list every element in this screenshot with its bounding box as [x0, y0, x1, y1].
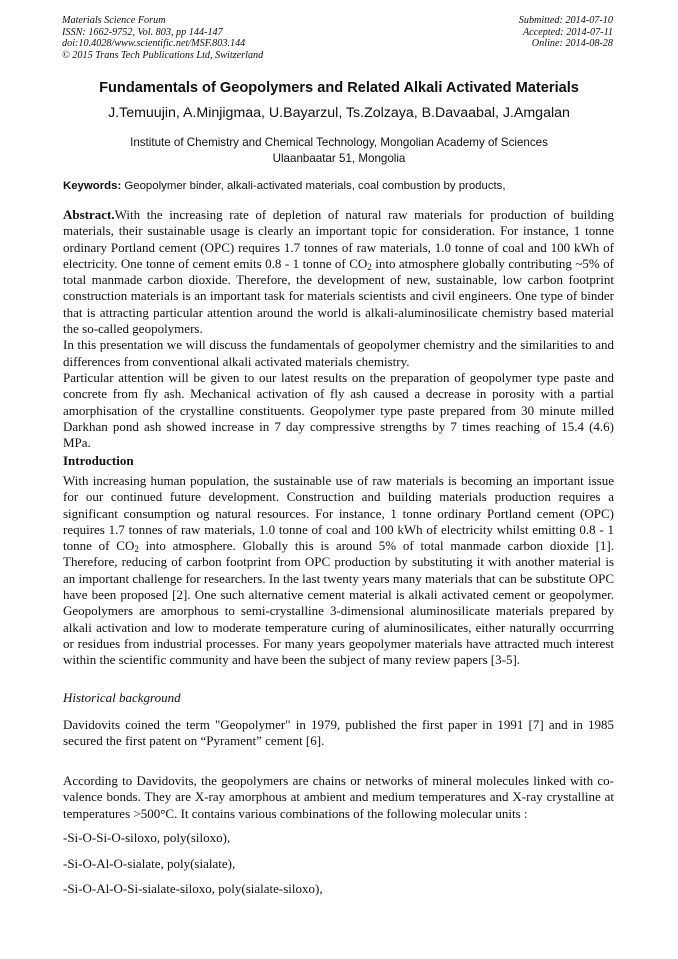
- dates-header: [519, 15, 613, 50]
- copyright: © 2015 Trans Tech Publications Ltd, Switzerland: [62, 49, 264, 61]
- abstract-text-a: With the increasing rate of depletion of natural raw materials for production of building materials, their sustainable usage is clearly an important topic for consideration. For instance, 1 tonne ordinary Portland cement (OPC) requires 1.7 tonnes of raw materials, 1.0 tonne of coal and 100 kWh of electricity. One tonne of cement emits 0.8 - 1 tonne of CO: [63, 207, 614, 271]
- affiliation-line-2: Ulaanbaatar 51, Mongolia: [272, 151, 406, 165]
- keywords: [63, 180, 623, 192]
- introduction-subscript: 2: [134, 544, 139, 555]
- submitted-date: Submitted: 2014-07-10: [518, 15, 613, 26]
- molecular-unit: -Si-O-Si-O-siloxo, poly(siloxo),: [63, 830, 231, 845]
- historical-paragraph-1: Davidovits coined the term "Geopolymer" in 1979, published the first paper in 1991 [7] and in 1985 secured the first patent on “Pyrament” cement [6].: [63, 717, 614, 749]
- paper-title: Fundamentals of Geopolymers and Related Alkali Activated Materials: [99, 80, 579, 96]
- issn: ISSN: 1662-9752, Vol. 803, pp 144-147: [62, 26, 223, 38]
- online-date: Online: 2014-08-28: [531, 38, 613, 50]
- abstract-paragraph-2: In this presentation we will discuss the fundamentals of geopolymer chemistry and the similarities to and differences from conventional alkali activated materials chemistry.: [63, 337, 614, 369]
- abstract-subscript: 2: [367, 261, 372, 272]
- introduction-body: [63, 473, 614, 669]
- abstract: [63, 207, 614, 451]
- journal-header: [62, 15, 263, 61]
- introduction-paragraph: [63, 473, 614, 669]
- accepted-date: Accepted: 2014-07-11: [522, 26, 613, 38]
- affiliation-line-1: Institute of Chemistry and Chemical Technology, Mongolian Academy of Sciences: [130, 136, 548, 149]
- abstract-label: Abstract.: [63, 207, 115, 222]
- introduction-text-a: With increasing human population, the sustainable use of raw materials is becoming an important issue for our continued future development. Construction and building materials production requires a significant consumption og natural resources. For instance, 1 tonne ordinary Portland cement (OPC) requires 1.7 tonnes of raw materials, 1.0 tonne of coal and 100 kWh of electricity whilst emitting 0.8 - 1 tonne of CO: [63, 473, 614, 554]
- molecular-unit: -Si-O-Al-O-Si-sialate-siloxo, poly(sialate-siloxo),: [63, 881, 323, 896]
- introduction-heading: Introduction: [63, 453, 134, 468]
- author-list: J.Temuujin, A.Minjigmaa, U.Bayarzul, Ts.Zolzaya, B.Davaabal, J.Amgalan: [108, 105, 570, 121]
- molecular-unit: -Si-O-Al-O-sialate, poly(sialate),: [63, 856, 236, 871]
- historical-heading: Historical background: [63, 690, 181, 705]
- introduction-text-b: into atmosphere. Globally this is around 5% of total manmade carbon dioxide [1]. Therefore, reducing of carbon footprint from OPC production by substituting it with another material is an important challenge for researchers. In the last twenty years many materials that can be substitute OPC have been proposed [2]. One such alternative cement material is alkali activated cement or geopolymer. Geopolymers are amorphous to semi-crystalline 3-dimensional aluminosilicate materials prepared by alkali activation and low to moderate temperature curing of aluminosilicates, either naturally occurrring or residues from industrial processes. For many years geopolymer materials have attracted much interest within the scientific community and have been the subject of many review papers [3-5].: [63, 538, 614, 668]
- abstract-text-b: into atmosphere globally contributing ~5% of total manmade carbon dioxide. Therefore, the development of new, sustainable, low carbon footprint construction materials is an important task for materials scientists and civil engineers. One type of binder that is attracting particular attention around the world is alkali-aluminosilicate chemistry based material the so-called geopolymers.: [63, 255, 614, 337]
- historical-paragraph-2: According to Davidovits, the geopolymers are chains or networks of mineral molecules linked with co-valence bonds. They are X-ray amorphous at ambient and medium temperatures and X-ray crystalline at temperatures >500°C. It contains various combinations of the following molecular units :: [63, 773, 614, 821]
- journal-name: Materials Science Forum: [62, 15, 166, 26]
- doi: doi:10.4028/www.scientific.net/MSF.803.144: [62, 38, 246, 50]
- abstract-paragraph-1: [63, 207, 614, 337]
- keywords-label: Keywords:: [63, 180, 122, 192]
- abstract-paragraph-3: Particular attention will be given to our latest results on the preparation of geopolymer type paste and concrete from fly ash. Mechanical activation of fly ash caused a decrease in porosity with a partial amorphisation of the crystalline constituents. Geopolymer type paste prepared from 30 minute milled Darkhan pond ash showed increase in 7 day compressive strengths by 7 times reaching of 15.4 (4.6) MPa.: [63, 369, 614, 451]
- affiliation: [0, 135, 678, 166]
- keywords-text: Geopolymer binder, alkali-activated materials, coal combustion by products,: [124, 180, 506, 192]
